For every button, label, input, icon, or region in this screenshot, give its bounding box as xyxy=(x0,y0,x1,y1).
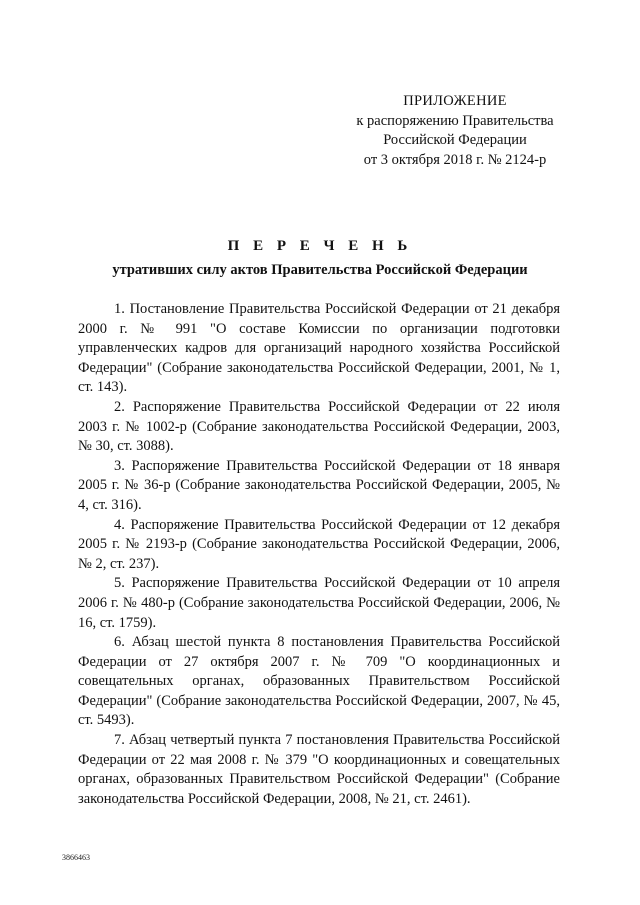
appendix-line-decree: к распоряжению Правительства xyxy=(356,112,554,129)
list-item: 4. Распоряжение Правительства Российской Федерации от 12 декабря 2005 г. № 2193-р (Собрание законодательства Российской Федерации, 2006, № 2, ст. 237). xyxy=(78,516,560,572)
list-item: 7. Абзац четвертый пункта 7 постановления Правительства Российской Федерации от 22 мая 2008 г. № 379 "О координационных и совещательных органах, образованных Правительством Российской Федерации" (Собрание законодательства Российской Федерации, 2008, № 21, ст. 2461). xyxy=(78,732,560,807)
acts-list xyxy=(78,300,560,809)
list-item: 2. Распоряжение Правительства Российской Федерации от 22 июля 2003 г. № 1002-р (Собрание законодательства Российской Федерации, 2003, № 30, ст. 3088). xyxy=(78,398,560,455)
list-item: 1. Постановление Правительства Российской Федерации от 21 декабря 2000 г. № 991 "О составе Комиссии по организации подготовки управленческих кадров для организаций народного хозяйства Российской Федерации" (Собрание законодательства Российской Федерации, 2001, № 1, ст. 143). xyxy=(78,301,560,396)
appendix-line-government: Российской Федерации xyxy=(383,132,527,148)
list-item: 5. Распоряжение Правительства Российской Федерации от 10 апреля 2006 г. № 480-р (Собрание законодательства Российской Федерации, 2006, № 16, ст. 1759). xyxy=(78,575,560,631)
document-code: 3866463 xyxy=(62,853,90,862)
appendix-header xyxy=(330,92,580,170)
list-subtitle: утративших силу актов Правительства Российской Федерации xyxy=(112,262,528,278)
appendix-line-date-number: от 3 октября 2018 г. № 2124-р xyxy=(363,151,547,168)
list-title: П Е Р Е Ч Е Н Ь xyxy=(227,238,413,254)
list-item: 3. Распоряжение Правительства Российской Федерации от 18 января 2005 г. № 36-р (Собрание законодательства Российской Федерации, 2005, № 4, ст. 316). xyxy=(78,457,560,513)
list-item: 6. Абзац шестой пункта 8 постановления Правительства Российской Федерации от 27 октября 2007 г. № 709 "О координационных и совещательных органах, образованных Правительством Российской Федерации" (Собрание законодательства Российской Федерации, 2007, № 45, ст. 5493). xyxy=(78,634,560,729)
appendix-title: ПРИЛОЖЕНИЕ xyxy=(403,93,507,109)
